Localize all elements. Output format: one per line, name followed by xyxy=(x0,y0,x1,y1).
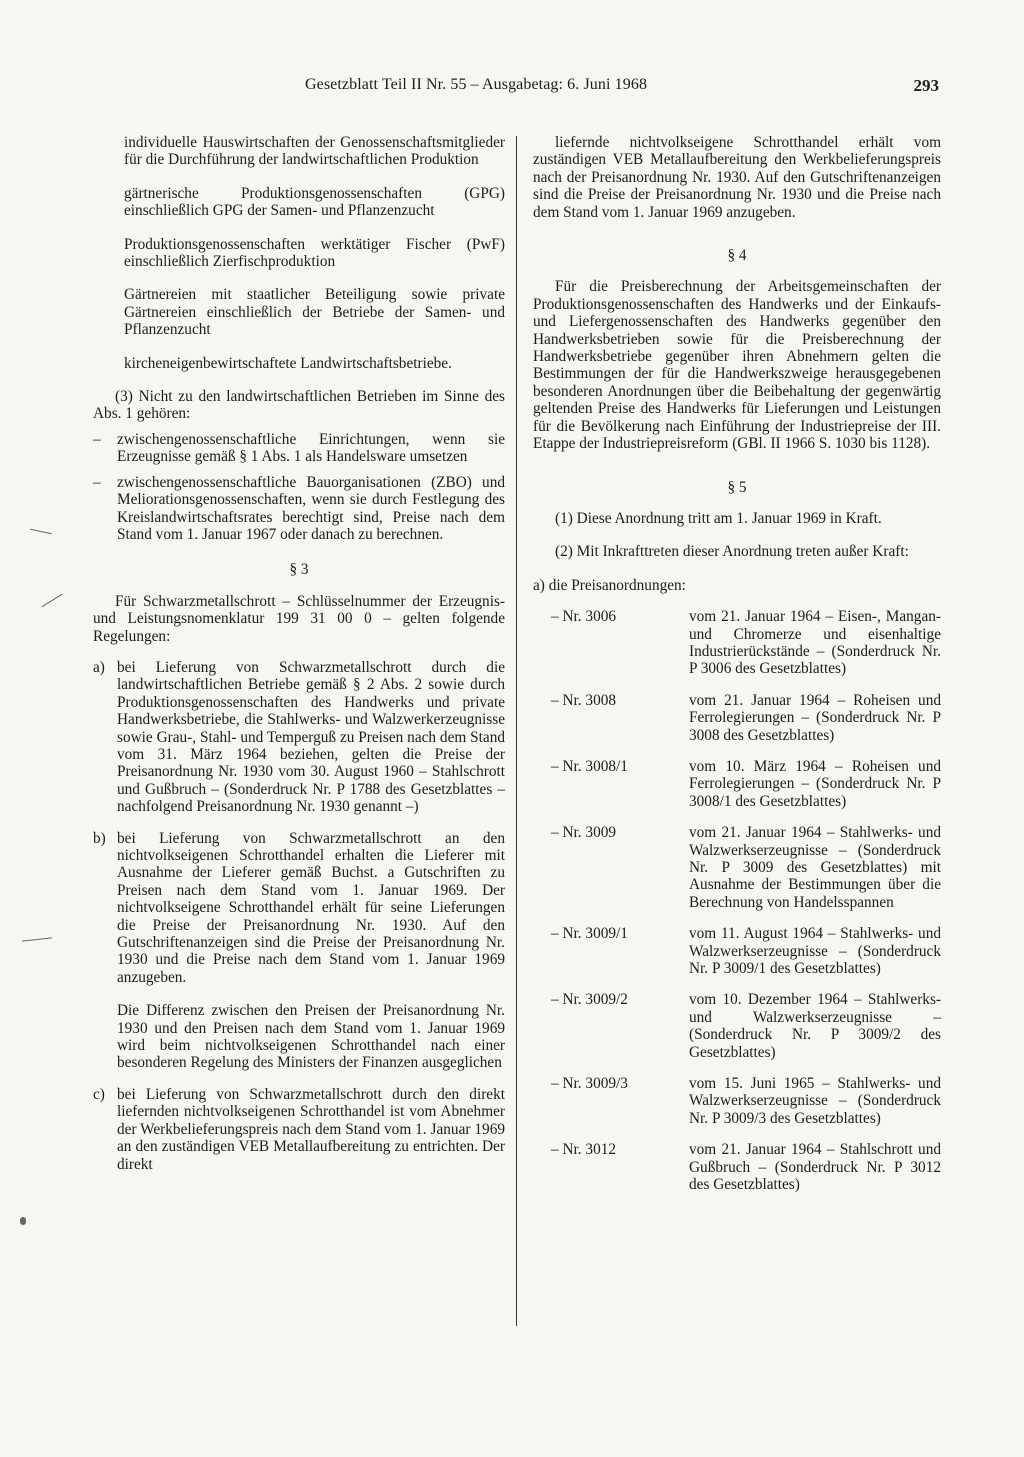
section-4-text: Für die Preisberechnung der Arbeitsgemeinschaften der Produktionsgenossenschaften des Handwerks und der Einkaufs- und Liefergenossenschaften des Handwerks gegenüber den Handwerksbetrieben sowie für die Preisberechnung der Handwerksbetriebe gegenüber ihren Abnehmern gelten die Bestimmungen der für die Handwerkszweige herausgegebenen besonderen Anordnungen über die Beibehaltung der gegenwärtig geltenden Preise des Handwerks für Lieferungen und Leistungen für die Bevölkerung nach Einführung der Industriepreise der III. Etappe der Industriepreisreform (GBl. II 1966 S. 1030 bis 1128). xyxy=(533,278,941,453)
exclusion-item xyxy=(93,474,505,544)
list-a-label: a) die Preisanordnungen: xyxy=(533,576,686,594)
dash-marker: – xyxy=(93,430,101,448)
scan-mark xyxy=(20,1217,26,1225)
farm-type-item: gärtnerische Produktionsgenossenschaften (GPG) einschließlich GPG der Samen- und Pflanzenzucht xyxy=(124,184,505,220)
section-5-abs-2: (2) Mit Inkrafttreten dieser Anordnung treten außer Kraft: xyxy=(555,543,909,561)
section-4-heading: § 4 xyxy=(727,247,747,265)
dash-marker: – xyxy=(93,473,101,491)
ordinance-row xyxy=(533,824,941,911)
item-label: b) xyxy=(93,829,106,847)
section-3-intro: Für Schwarzmetallschrott – Schlüsselnummer der Erzeugnis- und Leistungsnomenklatur 199 31 00 0 – gelten folgende Regelungen: xyxy=(93,592,505,645)
ordinance-description: vom 21. Januar 1964 – Roheisen und Ferrolegierungen – (Sonderdruck Nr. P 3008 des Gesetzblattes) xyxy=(689,691,941,744)
regulation-item-c xyxy=(93,1086,505,1173)
ordinance-row xyxy=(533,608,941,678)
ordinance-description: vom 10. Dezember 1964 – Stahlwerks- und Walzwerkserzeugnisse – (Sonderdruck Nr. P 3009/2 des Gesetzblattes) xyxy=(689,991,941,1061)
ordinance-number: – Nr. 3008/1 xyxy=(551,757,628,775)
ordinance-description: vom 21. Januar 1964 – Stahlschrott und Gußbruch – (Sonderdruck Nr. P 3012 des Gesetzblattes) xyxy=(689,1141,941,1194)
exclusion-item xyxy=(93,431,505,466)
farm-type-item: kircheneigenbewirtschaftete Landwirtschaftsbetriebe. xyxy=(124,354,452,372)
item-text: bei Lieferung von Schwarzmetallschrott durch die landwirtschaftlichen Betriebe gemäß § 2 Abs. 2 sowie durch Produktionsgenossenschaften des Handwerks und private Handwerksbetriebe, die Stahlwerks- und Walzwerkerzeugnisse sowie Grau-, Stahl- und Temperguß zu Preisen nach dem Stand vom 31. März 1964 beziehen, gelten die Preise der Preisanordnung Nr. 1930 vom 30. August 1960 – Stahlschrott und Gußbruch – (Sonderdruck Nr. P 1788 des Gesetzblattes – nachfolgend Preisanordnung Nr. 1930 genannt –) xyxy=(117,658,505,816)
ordinance-row xyxy=(533,692,941,744)
item-b-followup: Die Differenz zwischen den Preisen der Preisanordnung Nr. 1930 und den Preisen nach dem Stand vom 1. Januar 1969 wird beim nichtvolkseigenen Schrotthandel nach einer besonderen Regelung des Ministers der Finanzen ausgeglichen xyxy=(117,1002,505,1072)
exclusion-text: zwischengenossenschaftliche Bauorganisationen (ZBO) und Meliorationsgenossenschaften, wenn sie durch Festlegung des Kreislandwirtschaftsrates berechtigt sind, Preise nach dem Stand vom 1. Januar 1967 oder danach zu berechnen. xyxy=(117,473,505,543)
ordinance-row xyxy=(533,758,941,810)
ordinance-row xyxy=(533,1141,941,1193)
section-5-heading: § 5 xyxy=(727,478,747,496)
right-column xyxy=(533,134,941,1194)
item-label: c) xyxy=(93,1085,105,1103)
ordinance-number: – Nr. 3009/1 xyxy=(551,925,628,943)
regulation-item-a xyxy=(93,659,505,816)
page-number: 293 xyxy=(913,76,939,95)
ordinance-number: – Nr. 3009/3 xyxy=(551,1075,628,1093)
page-header xyxy=(0,76,1024,100)
regulation-item-b xyxy=(93,830,505,987)
ordinance-number: – Nr. 3012 xyxy=(551,1141,617,1159)
ordinance-number: – Nr. 3009 xyxy=(551,824,617,842)
gazette-title: Gesetzblatt Teil II Nr. 55 – Ausgabetag: 6. Juni 1968 xyxy=(305,76,648,93)
item-text: bei Lieferung von Schwarzmetallschrott an den nichtvolkseigenen Schrotthandel erhalten die Lieferer mit Ausnahme der Lieferer gemäß Buchst. a Gutschriften zu Preisen nach dem Stand vom 1. Januar 1969. Der nichtvolkseigene Schrotthandel erhält für seine Lieferungen die Preise der Preisanordnung Nr. 1930. Auf den Gutschriftenanzeigen sind die Preise der Preisanordnung Nr. 1930 und die Preise nach dem Stand vom 1. Januar 1969 anzugeben. xyxy=(117,829,505,986)
item-text: bei Lieferung von Schwarzmetallschrott durch den direkt liefernden nichtvolkseigenen Schrotthandel ist vom Abnehmer der Werkbelieferungspreis nach dem Stand vom 1. Januar 1969 an den zuständigen VEB Metallaufbereitung zu entrichten. Der direkt xyxy=(117,1085,505,1173)
item-label: a) xyxy=(93,658,105,676)
ordinance-description: vom 10. März 1964 – Roheisen und Ferrolegierungen – (Sonderdruck Nr. P 3008/1 des Gesetzblattes) xyxy=(689,757,941,810)
farm-type-item: Produktionsgenossenschaften werktätiger Fischer (PwF) einschließlich Zierfischproduktion xyxy=(124,235,505,271)
ordinance-number: – Nr. 3006 xyxy=(551,608,617,626)
left-column xyxy=(93,134,505,1173)
ordinance-description: vom 21. Januar 1964 – Eisen-, Mangan- und Chromerze und eisenhaltige Industrierückstände – (Sonderdruck Nr. P 3006 des Gesetzblattes) xyxy=(689,608,941,678)
ordinance-description: vom 15. Juni 1965 – Stahlwerks- und Walzwerkserzeugnisse – (Sonderdruck Nr. P 3009/3 des Gesetzblattes) xyxy=(689,1075,941,1127)
section-3-heading: § 3 xyxy=(289,561,309,579)
section-5-abs-1: (1) Diese Anordnung tritt am 1. Januar 1969 in Kraft. xyxy=(555,509,882,527)
ordinance-row xyxy=(533,925,941,977)
ordinance-description: vom 11. August 1964 – Stahlwerks- und Walzwerkserzeugnisse – (Sonderdruck Nr. P 3009/1 des Gesetzblattes) xyxy=(689,925,941,978)
scan-mark xyxy=(30,529,52,535)
continued-text: liefernde nichtvolkseigene Schrotthandel erhält vom zuständigen VEB Metallaufbereitung den Werkbelieferungspreis nach der Preisanordnung Nr. 1930. Auf den Gutschriftenanzeigen sind die Preise der Preisanordnung Nr. 1930 und die Preise nach dem Stand vom 1. Januar 1969 anzugeben. xyxy=(533,134,941,221)
ordinance-description: vom 21. Januar 1964 – Stahlwerks- und Walzwerkserzeugnisse – (Sonderdruck Nr. P 3009 des Gesetzblattes) mit Ausnahme der Bestimmungen über die Berechnung von Handelsspannen xyxy=(689,824,941,911)
column-divider xyxy=(516,136,517,1326)
scan-mark xyxy=(42,594,63,608)
exclusion-text: zwischengenossenschaftliche Einrichtungen, wenn sie Erzeugnisse gemäß § 1 Abs. 1 als Handelsware umsetzen xyxy=(117,430,505,466)
ordinance-row xyxy=(533,991,941,1061)
ordinance-row xyxy=(533,1075,941,1127)
scan-mark xyxy=(22,937,52,941)
farm-type-item: individuelle Hauswirtschaften der Genossenschaftsmitglieder für die Durchführung der landwirtschaftlichen Produktion xyxy=(124,134,505,169)
ordinance-number: – Nr. 3009/2 xyxy=(551,991,628,1009)
abs-3-intro: (3) Nicht zu den landwirtschaftlichen Betrieben im Sinne des Abs. 1 gehören: xyxy=(93,388,505,423)
farm-type-item: Gärtnereien mit staatlicher Beteiligung sowie private Gärtnereien einschließlich der Betriebe der Samen- und Pflanzenzucht xyxy=(124,286,505,339)
ordinance-number: – Nr. 3008 xyxy=(551,691,617,709)
